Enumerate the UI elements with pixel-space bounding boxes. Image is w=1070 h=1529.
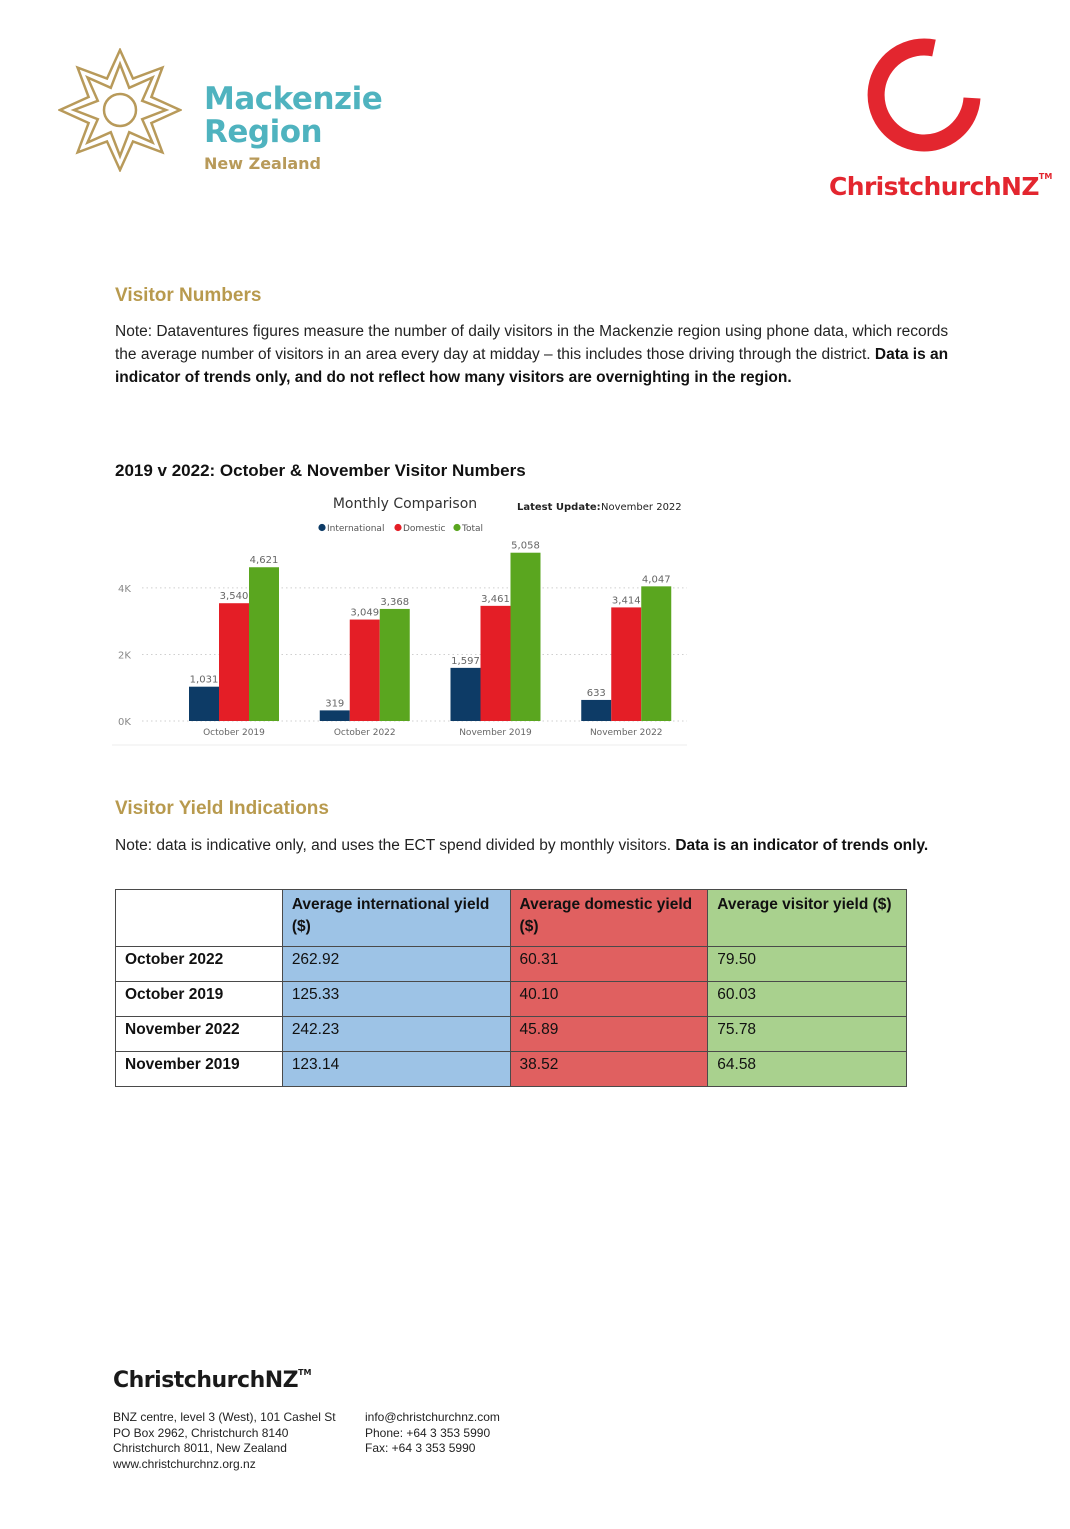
legend-label-international: International: [327, 524, 385, 534]
christchurchnz-logo: [826, 36, 1053, 206]
visitor-yield-cell: 75.78: [708, 1017, 907, 1052]
chart-heading: 2019 v 2022: October & November Visitor Numbers: [115, 461, 526, 480]
note-text: Note: Dataventures figures measure the number of daily visitors in the Mackenzie region using phone data, which records the average number of visitors in an area every day at midday – this includes those driving through the district.: [115, 323, 949, 363]
bar-international: [189, 687, 219, 721]
data-label: 5,058: [511, 540, 540, 552]
y-tick-label: 0K: [118, 717, 131, 728]
logo-text-region: Region: [204, 114, 323, 150]
domestic-yield-cell: 38.52: [510, 1052, 708, 1087]
x-tick-label: November 2019: [459, 728, 532, 738]
bar-total: [641, 586, 671, 721]
monthly-comparison-chart: [112, 488, 697, 750]
international-yield-cell: 123.14: [282, 1052, 510, 1087]
visitor-yield-note: [115, 834, 960, 857]
data-label: 4,047: [641, 574, 671, 586]
address-line: PO Box 2962, Christchurch 8140: [113, 1425, 289, 1440]
visitor-numbers-note: [115, 320, 960, 389]
domestic-yield-cell: 45.89: [510, 1017, 708, 1052]
header-domestic: Average domestic yield ($): [510, 890, 708, 947]
y-tick-label: 2K: [118, 650, 131, 662]
data-label: 633: [586, 687, 606, 699]
x-tick-label: October 2022: [333, 728, 396, 738]
header-empty: [116, 890, 283, 947]
visitor-yield-cell: 60.03: [708, 982, 907, 1017]
bar-domestic: [481, 606, 511, 721]
data-label: 1,597: [451, 655, 480, 667]
chart-legend: [318, 524, 483, 534]
row-label: October 2022: [116, 947, 283, 982]
data-label: 3,540: [219, 591, 249, 603]
visitor-yield-cell: 79.50: [708, 947, 907, 982]
bar-domestic: [219, 603, 249, 721]
legend-marker-international: [318, 524, 325, 531]
bar-domestic: [611, 607, 641, 721]
data-label: 3,368: [380, 596, 410, 608]
legend-label-total: Total: [462, 524, 484, 534]
fax-line: Fax: +64 3 353 5990: [365, 1441, 476, 1455]
bar-international: [581, 700, 611, 721]
bar-international: [451, 668, 481, 721]
logo-text-new-zealand: New Zealand: [204, 154, 321, 173]
yield-note-text: Note: data is indicative only, and uses the ECT spend divided by monthly visitors.: [115, 837, 676, 854]
note-bold-text: Data is an indicator of trends only, and do not reflect how many visitors are overnighting in the region.: [115, 346, 949, 386]
table-row: [116, 1052, 907, 1087]
footer-address: [113, 1410, 336, 1472]
phone-line: Phone: +64 3 353 5990: [365, 1425, 491, 1440]
bar-international: [320, 710, 350, 721]
star-emblem-icon: [58, 48, 182, 172]
latest-update-value: November 2022: [601, 502, 682, 513]
legend-marker-domestic: [394, 524, 401, 531]
website-link[interactable]: www.christchurchnz.org.nz: [113, 1456, 256, 1471]
data-label: 4,621: [249, 555, 279, 567]
row-label: November 2019: [116, 1052, 283, 1087]
table-row: [116, 1017, 907, 1052]
footer-contact: [365, 1410, 500, 1457]
visitor-yield-heading: Visitor Yield Indications: [115, 798, 329, 819]
chart-y-axis: [118, 584, 131, 728]
mackenzie-region-logo: [58, 46, 388, 176]
latest-update-label: Latest Update:: [517, 502, 601, 513]
address-line: BNZ centre, level 3 (West), 101 Cashel St: [113, 1410, 336, 1424]
table-row: [116, 982, 907, 1017]
international-yield-cell: 125.33: [282, 982, 510, 1017]
data-label: 1,031: [189, 674, 219, 686]
row-label: October 2019: [116, 982, 283, 1017]
address-line: Christchurch 8011, New Zealand: [113, 1441, 287, 1455]
chc-logo-text: ChristchurchNZ™: [829, 172, 1053, 201]
chart-x-axis: [112, 728, 687, 745]
visitor-yield-cell: 64.58: [708, 1052, 907, 1087]
bar-total: [380, 609, 410, 721]
row-label: November 2022: [116, 1017, 283, 1052]
visitor-yield-table: [115, 889, 907, 1087]
data-label: 3,461: [481, 593, 510, 605]
y-tick-label: 4K: [118, 583, 131, 595]
domestic-yield-cell: 40.10: [510, 982, 708, 1017]
header-international: Average international yield ($): [282, 890, 510, 947]
bar-domestic: [350, 620, 380, 721]
international-yield-cell: 262.92: [282, 947, 510, 982]
chc-ring-icon: [862, 36, 992, 156]
legend-marker-total: [453, 524, 460, 531]
x-tick-label: November 2022: [589, 728, 663, 738]
data-label: 3,049: [350, 607, 380, 619]
header-visitor: Average visitor yield ($): [708, 890, 907, 947]
logo-text-mackenzie: Mackenzie: [204, 81, 383, 117]
visitor-numbers-heading: Visitor Numbers: [115, 285, 262, 306]
table-header-row: [116, 890, 907, 947]
data-label: 319: [325, 698, 345, 710]
yield-note-bold-text: Data is an indicator of trends only.: [675, 837, 929, 854]
bar-total: [249, 567, 279, 721]
legend-label-domestic: Domestic: [403, 524, 446, 534]
chart-title: Monthly Comparison: [332, 496, 478, 512]
footer-brand: ChristchurchNZ™: [113, 1368, 312, 1393]
x-tick-label: October 2019: [203, 728, 265, 738]
bar-total: [511, 553, 541, 721]
table-row: [116, 947, 907, 982]
chart-bars: [189, 541, 671, 721]
data-label: 3,414: [611, 595, 641, 607]
international-yield-cell: 242.23: [282, 1017, 510, 1052]
domestic-yield-cell: 60.31: [510, 947, 708, 982]
email-link[interactable]: info@christchurchnz.com: [365, 1410, 500, 1424]
